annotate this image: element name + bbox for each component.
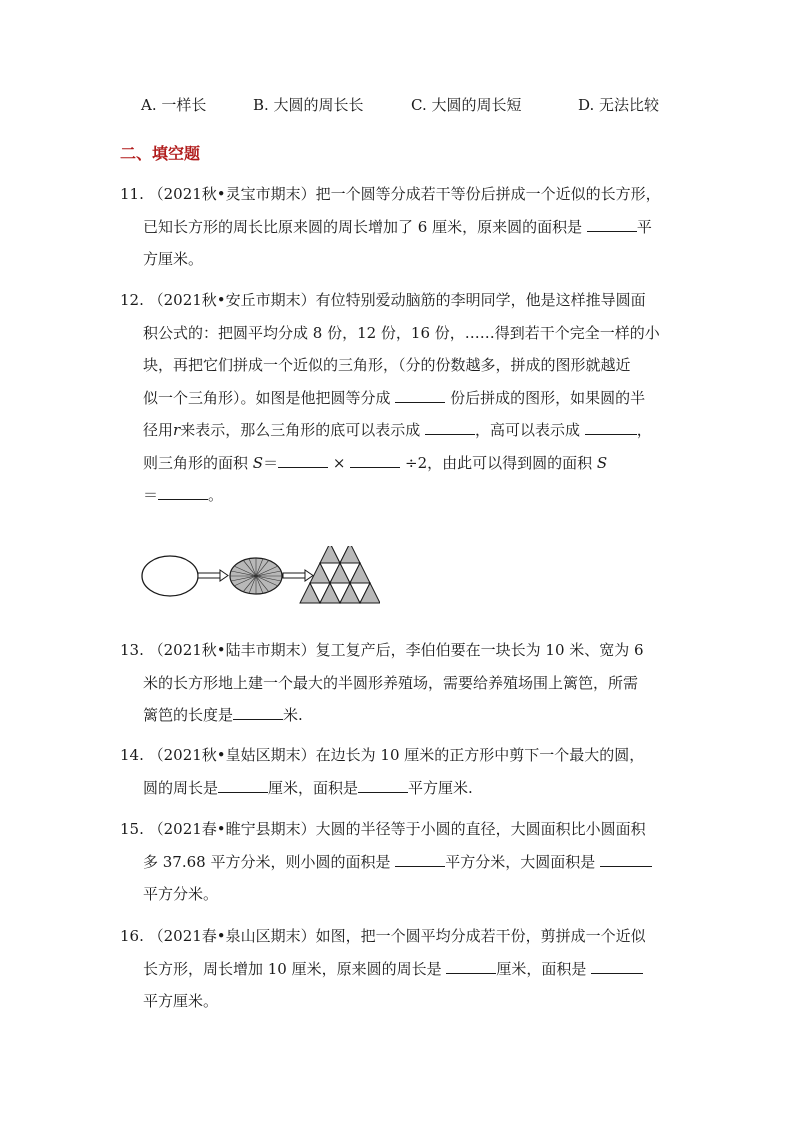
answer-blank[interactable] <box>446 959 496 974</box>
answer-blank[interactable] <box>587 217 637 232</box>
answer-blank[interactable] <box>600 852 652 867</box>
q12-line3: 块，再把它们拼成一个近似的三角形，（分的份数越多，拼成的图形就越近 <box>143 356 631 374</box>
q12-text: ＝ <box>263 453 279 472</box>
q15-line1: 15. （2021春•睢宁县期末）大圆的半径等于小圆的直径，大圆面积比小圆面积 <box>120 820 646 838</box>
q11-text: 平 <box>636 217 652 236</box>
answer-blank[interactable] <box>395 388 445 403</box>
answer-blank[interactable] <box>278 453 328 468</box>
q11-line1: 11. （2021秋•灵宝市期末）把一个圆等分成若干等份后拼成一个近似的长方形， <box>120 185 661 203</box>
answer-blank[interactable] <box>585 420 637 435</box>
q14-text: 厘米，面积是 <box>268 778 359 797</box>
q14-text: 圆的周长是 <box>143 778 219 797</box>
q12-text: 份后拼成的图形，如果圆的半 <box>450 388 646 407</box>
answer-options <box>141 94 701 120</box>
question-15 <box>120 813 680 911</box>
q13-line1: 13. （2021秋•陆丰市期末）复工复产后，李伯伯要在一块长为 10 米、宽为 6 <box>120 641 644 659</box>
q12-line4 <box>120 382 680 415</box>
arrow-icon <box>198 570 228 581</box>
q12-text: ， <box>636 421 652 439</box>
q14-line1: 14. （2021秋•皇姑区期末）在边长为 10 厘米的正方形中剪下一个最大的圆， <box>120 746 645 764</box>
q15-text: 平方分米，大圆面积是 <box>445 852 596 871</box>
q15-line2 <box>120 846 680 879</box>
q12-line7 <box>120 479 680 512</box>
q12-line5 <box>120 414 680 447</box>
question-12 <box>120 284 680 512</box>
q15-text: 多 37.68 平方分米，则小圆的面积是 <box>143 852 391 871</box>
q12-text: 径用 <box>143 421 174 439</box>
q16-text: 厘米，面积是 <box>496 959 587 978</box>
option-b: B. 大圆的周长长 <box>253 96 364 114</box>
question-16 <box>120 920 680 1018</box>
q12-text: 。 <box>208 486 224 504</box>
question-13 <box>120 634 680 732</box>
q13-text: 米. <box>283 706 303 724</box>
q12-text: × <box>332 453 346 472</box>
q11-line2 <box>120 211 680 244</box>
answer-blank[interactable] <box>591 959 643 974</box>
variable-r: r <box>173 421 181 439</box>
q12-line1: 12. （2021秋•安丘市期末）有位特别爱动脑筋的李明同学，他是这样推导圆面 <box>120 291 646 309</box>
q14-text: 平方厘米. <box>408 778 473 797</box>
q16-line3: 平方厘米。 <box>143 992 219 1010</box>
q13-text: 篱笆的长度是 <box>143 706 234 724</box>
option-c: C. 大圆的周长短 <box>411 96 522 114</box>
q12-text: 来表示，那么三角形的底可以表示成 <box>180 421 421 439</box>
q16-line2 <box>120 953 680 986</box>
question-11 <box>120 178 680 276</box>
answer-blank[interactable] <box>218 778 268 793</box>
q12-text: ＝ <box>143 486 159 504</box>
q13-line2: 米的长方形地上建一个最大的半圆形养殖场，需要给养殖场围上篱笆，所需 <box>143 673 639 692</box>
q12-text: 则三角形的面积 <box>143 453 249 472</box>
answer-blank[interactable] <box>395 852 445 867</box>
answer-blank[interactable] <box>358 778 408 793</box>
q12-line6 <box>120 447 680 480</box>
variable-s: S <box>252 453 264 472</box>
answer-blank[interactable] <box>425 420 475 435</box>
question-14 <box>120 739 680 804</box>
q11-text: 已知长方形的周长比原来圆的周长增加了 6 厘米，原来圆的面积是 <box>143 217 583 236</box>
q12-text: ÷2，由此可以得到圆的面积 <box>405 453 593 472</box>
answer-blank[interactable] <box>233 705 283 720</box>
circle-to-triangle-figure <box>140 546 380 616</box>
q13-line3 <box>120 699 680 732</box>
section-title: 二、填空题 <box>120 144 201 163</box>
q12-text: 似一个三角形）。如图是他把圆等分成 <box>143 388 391 407</box>
answer-blank[interactable] <box>350 453 400 468</box>
q15-line3: 平方分米。 <box>143 885 219 903</box>
q11-line3: 方厘米。 <box>143 250 204 268</box>
option-a: A. 一样长 <box>141 96 207 114</box>
q16-text: 长方形，周长增加 10 厘米，原来圆的周长是 <box>143 959 442 978</box>
answer-blank[interactable] <box>158 485 208 500</box>
arrow-icon <box>283 570 313 581</box>
q14-line2 <box>120 772 680 805</box>
divided-circle <box>230 558 282 594</box>
q12-text: ，高可以表示成 <box>474 421 580 439</box>
q12-line2: 积公式的：把圆平均分成 8 份，12 份，16 份，……得到若干个完全一样的小 <box>143 323 660 342</box>
variable-s: S <box>596 453 608 472</box>
q16-line1: 16. （2021春•泉山区期末）如图，把一个圆平均分成若干份，剪拼成一个近似 <box>120 927 646 945</box>
circle-outline <box>142 556 198 596</box>
option-d: D. 无法比较 <box>578 96 660 114</box>
